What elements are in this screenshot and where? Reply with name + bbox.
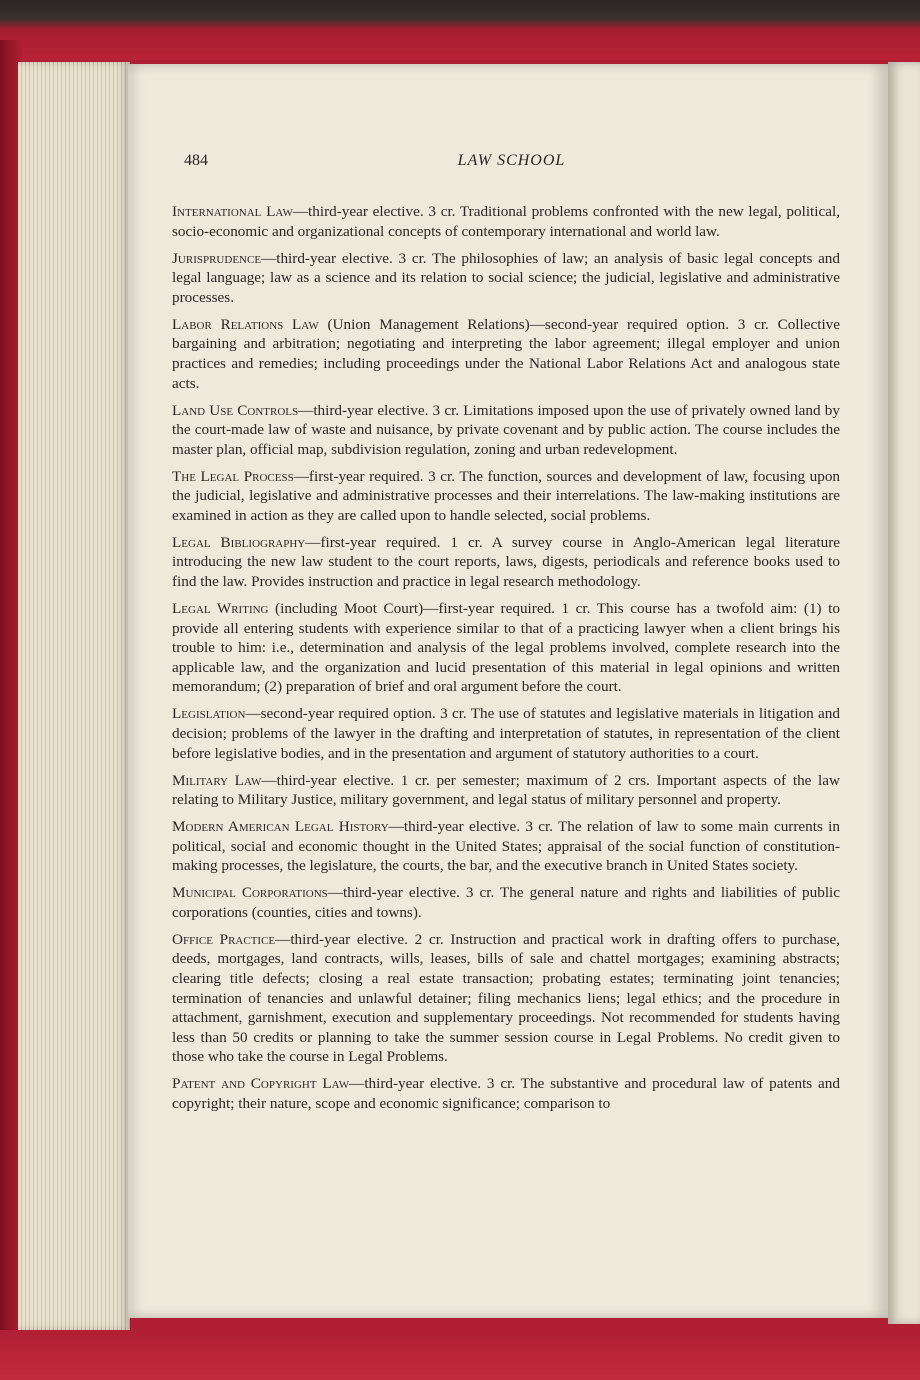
page-header: [184, 150, 839, 174]
course-text: —third-year elective. 3 cr. The general nature and rights and liabilities of public corporations (counties, cities and towns).: [172, 884, 841, 921]
course-text: —third-year elective. 2 cr. Instruction and practical work in drafting offers to purchase, deeds, mortgages, land contracts, wills, leases, bills of sale and chattel mortgages; examining abstracts; clearing title defects; closing a real estate transaction; probating estates; terminating joint tenancies; termination of tenancies and unlawful detainer; filing mechanics liens; legal ethics; and the procedure in attachment, garnishment, execution and supplementary proceedings. Not recommended for students having less than 50 credits or planning to take the summer session course in Legal Problems. No credit given to those who take the course in Legal Problems.: [172, 930, 840, 1066]
course-title: Office Practice: [172, 930, 276, 948]
course-descriptions: [172, 202, 840, 1121]
course-title: Modern American Legal History: [172, 818, 389, 836]
course-text: —first-year required. 3 cr. The function, sources and development of law, focusing upon the judicial, legislative and administrative processes and their interrelations. The law-making institutions are examined in action as they are called upon to handle selected, social problems.: [172, 467, 841, 524]
course-text: —second-year required option. 3 cr. The use of statutes and legislative materials in litigation and decision; problems of the lawyer in the drafting and interpretation of statutes, in representation of the client before legislative bodies, and in the presentation and argument of statutory authorities to a court.: [172, 705, 840, 762]
course-text: —third-year elective. 1 cr. per semester; maximum of 2 crs. Important aspects of the law relating to Military Justice, military government, and legal status of military personnel and property.: [172, 771, 840, 809]
course-title: Legal Writing: [172, 600, 269, 618]
course-entry: [172, 704, 840, 763]
course-text: —third-year elective. 3 cr. The relation of law to some main currents in political, social and economic thought in the United States; appraisal of the social function of constitution-making processes, the legislature, the courts, the bar, and the executive branch in United States society.: [172, 818, 840, 875]
course-entry: [172, 249, 840, 308]
page-number: 484: [184, 152, 208, 169]
course-text: (including Moot Court)—first-year required. 1 cr. This course has a twofold aim: (1) to provide all entering students with experience similar to that of a practicing lawyer when a client brings his trouble to him: i.e., determination and analysis of the legal problems involved, complete research into the applicable law, and the organization and lucid presentation of this material in legal opinions and written memorandum; (2) preparation of brief and oral argument before the court.: [172, 600, 840, 696]
book-cover-top: [0, 0, 920, 60]
course-entry: [172, 1074, 840, 1113]
course-text: (Union Management Relations)—second-year required option. 3 cr. Collective bargaining and arbitration; negotiating and interpreting the labor agreement; illegal employer and union practices and remedies; including proceedings under the National Labor Relations Act and analogous state acts.: [172, 315, 841, 392]
course-title: Legal Bibliography: [172, 533, 306, 551]
page-edges: [18, 62, 130, 1330]
course-title: Labor Relations Law: [172, 315, 319, 333]
course-entry: [172, 771, 840, 810]
course-text: —third-year elective. 3 cr. The philosophies of law; an analysis of basic legal concepts and legal language; law as a science and its relation to social science; the judicial, legislative and administrative processes.: [172, 249, 840, 306]
course-entry: [172, 817, 840, 876]
course-entry: [172, 315, 840, 393]
course-entry: [172, 599, 840, 697]
running-head: LAW SCHOOL: [457, 152, 566, 169]
course-text: —third-year elective. 3 cr. Traditional problems confronted with the new legal, political, socio-economic and organizational concepts of contemporary international and world law.: [172, 203, 840, 240]
course-text: —third-year elective. 3 cr. The substantive and procedural law of patents and copyright; their nature, scope and economic significance; comparison to: [172, 1075, 840, 1113]
course-entry: [172, 533, 840, 592]
course-title: Military Law: [172, 771, 262, 789]
course-text: —first-year required. 1 cr. A survey course in Anglo-American legal literature introducing the new law student to the court reports, laws, digests, periodicals and reference books used to find the law. Provides instruction and practice in legal research methodology.: [172, 533, 840, 591]
course-entry: [172, 401, 840, 460]
course-entry: [172, 930, 840, 1067]
book-cover-bottom: [0, 1330, 920, 1380]
course-title: Land Use Controls: [172, 401, 299, 419]
course-title: Municipal Corporations: [172, 884, 328, 902]
course-text: —third-year elective. 3 cr. Limitations imposed upon the use of privately owned land by the court-made law of waste and nuisance, by private covenant and by public action. The course includes the master plan, official map, subdivision regulation, zoning and urban redevelopment.: [172, 401, 840, 458]
course-title: Patent and Copyright Law: [172, 1075, 350, 1093]
course-title: Legislation: [172, 705, 246, 723]
course-entry: [172, 883, 840, 922]
course-title: International Law: [172, 203, 293, 220]
course-title: The Legal Process: [172, 467, 294, 485]
course-title: Jurisprudence: [172, 249, 262, 267]
next-page-edge: [888, 62, 920, 1324]
course-entry: [172, 202, 840, 241]
course-entry: [172, 467, 840, 526]
